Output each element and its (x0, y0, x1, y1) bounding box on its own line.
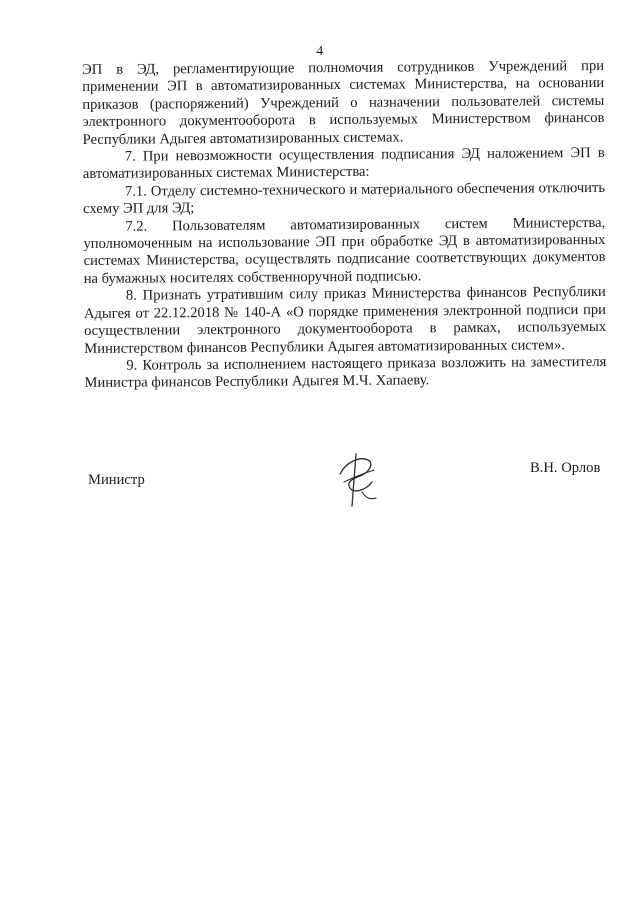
paragraph-9: 9. Контроль за исполнением настоящего приказа возложить на заместителя Министра финансов Республики Адыгея М.Ч. Хапаеву. (84, 353, 607, 392)
page-number: 4 (316, 44, 324, 59)
signature-block (0, 440, 640, 520)
paragraph-continuation: ЭП в ЭД, регламентирующие полномочия сотрудников Учреждений при применении ЭП в автоматизированных системах Министерства, на основании приказов (распоряжений) Учреждений о назначении пользователей системы электронного документооборота в используемых Министерством финансов Республики Адыгея автоматизированных системах. (82, 57, 605, 148)
handwritten-signature (334, 452, 380, 508)
paragraph-7-1: 7.1. Отделу системно-технического и материального обеспечения отключить схему ЭП для ЭД; (83, 179, 606, 218)
paragraph-7: 7. При невозможности осуществления подписания ЭД наложением ЭП в автоматизированных системах Министерства: (82, 144, 605, 183)
signatory-title: Министр (88, 472, 145, 488)
signatory-name: В.Н. Орлов (530, 460, 601, 476)
document-body (82, 58, 607, 393)
paragraph-8: 8. Признать утратившим силу приказ Министерства финансов Республики Адыгея от 22.12.2018 № 140-А «О порядке применения электронной подписи при осуществлении электронного документооборота в рамках, используемых Министерством финансов Республики Адыгея автоматизированных систем». (83, 284, 607, 357)
paragraph-7-2: 7.2. Пользователям автоматизированных систем Министерства, уполномоченным на использование ЭП при обработке ЭД в автоматизированных системах Министерства, осуществлять подписание соответствующих документов на бумажных носителях собственноручной подписью. (83, 214, 606, 287)
